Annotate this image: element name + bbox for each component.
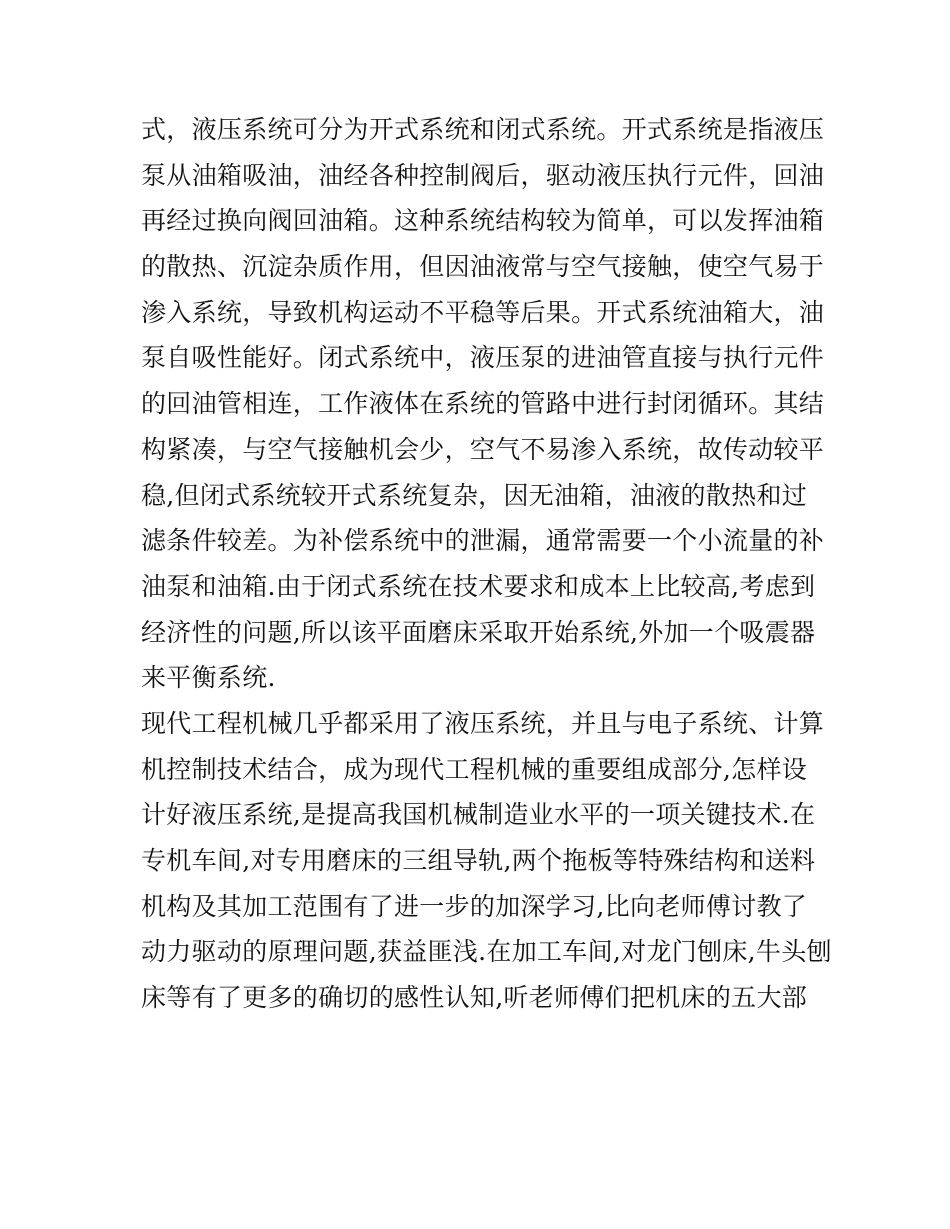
text-line: 泵从油箱吸油，油经各种控制阀后，驱动液压执行元件，回油 [141, 160, 825, 190]
text-line: 的回油管相连，工作液体在系统的管路中进行封闭循环。其结 [141, 389, 825, 419]
text-line: 稳,但闭式系统较开式系统复杂，因无油箱，油液的散热和过 [141, 480, 808, 510]
text-line: 经济性的问题,所以该平面磨床采取开始系统,外加一个吸震器 [141, 617, 816, 647]
text-line: 式，液压系统可分为开式系统和闭式系统。开式系统是指液压 [141, 115, 825, 144]
text-line: 的散热、沉淀杂质作用，但因油液常与空气接触，使空气易于 [141, 252, 825, 282]
text-line: 机构及其加工范围有了进一步的加深学习,比向老师傅讨教了 [141, 891, 808, 921]
text-line: 动力驱动的原理问题,获益匪浅.在加工车间,对龙门刨床,牛头刨 [141, 937, 832, 967]
text-line: 专机车间,对专用磨床的三组导轨,两个拖板等特殊结构和送料 [141, 846, 816, 875]
text-line: 滤条件较差。为补偿系统中的泄漏，通常需要一个小流量的补 [141, 526, 825, 556]
text-line: 油泵和油箱.由于闭式系统在技术要求和成本上比较高,考虑到 [141, 571, 816, 601]
text-line: 床等有了更多的确切的感性认知,听老师傅们把机床的五大部 [141, 983, 808, 1013]
text-line: 构紧凑，与空气接触机会少，空气不易渗入系统，故传动较平 [141, 434, 825, 464]
text-line: 渗入系统，导致机构运动不平稳等后果。开式系统油箱大，油 [141, 297, 825, 327]
text-line: 泵自吸性能好。闭式系统中，液压泵的进油管直接与执行元件 [141, 343, 825, 373]
text-line: 来平衡系统. [141, 663, 276, 693]
text-line: 机控制技术结合，成为现代工程机械的重要组成部分,怎样设 [141, 754, 808, 784]
text-line: 现代工程机械几乎都采用了液压系统，并且与电子系统、计算 [141, 708, 825, 738]
text-line: 再经过换向阀回油箱。这种系统结构较为简单，可以发挥油箱 [141, 206, 825, 236]
body-text [141, 107, 832, 1021]
text-line: 计好液压系统,是提高我国机械制造业水平的一项关键技术.在 [141, 800, 816, 830]
